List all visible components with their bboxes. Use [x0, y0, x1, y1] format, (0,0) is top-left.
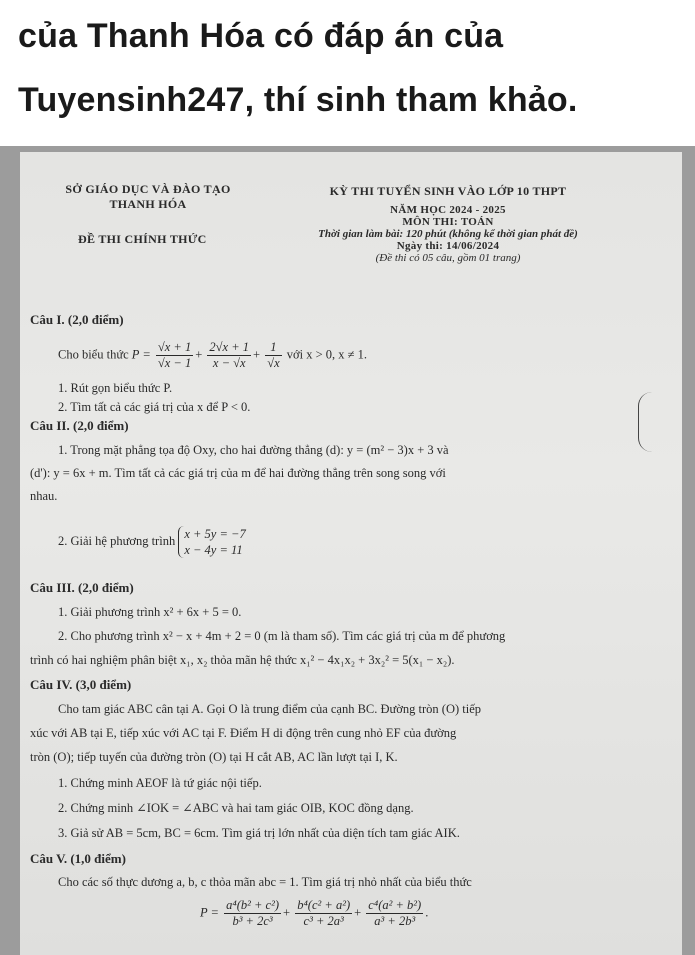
- q5-f2-num: b⁴(c² + a²): [297, 898, 351, 912]
- q1-fraction-1: [156, 340, 193, 371]
- exam-paper: [20, 152, 682, 955]
- q1-lhs: P =: [131, 347, 151, 362]
- header-left: [58, 182, 238, 212]
- q1-f3-den: √x: [267, 356, 280, 370]
- q1-f2-den: x − √x: [212, 356, 246, 370]
- q5-title: Câu V. (1,0 điểm): [30, 851, 126, 866]
- org-name: SỞ GIÁO DỤC VÀ ĐÀO TẠO: [65, 182, 231, 196]
- q4-item-1: 1. Chứng minh AEOF là tứ giác nội tiếp.: [58, 776, 262, 790]
- q2-item-1-line-3: nhau.: [30, 489, 58, 503]
- q1-f1-num: √x + 1: [157, 340, 192, 354]
- exam-subject: MÔN THI: TOÁN: [402, 216, 494, 228]
- q2-item-1-line-1: 1. Trong mặt phẳng tọa độ Oxy, cho hai đường thẳng (d): y = (m² − 3)x + 3 và: [58, 443, 449, 457]
- q4-line-3: tròn (O); tiếp tuyến của đường tròn (O) tại H cắt AB, AC lần lượt tại I, K.: [30, 750, 398, 764]
- q3-item-2-line-1: 2. Cho phương trình x² − x + 4m + 2 = 0 (m là tham số). Tìm các giá trị của m để phương: [58, 629, 506, 643]
- q4-item-3: 3. Giả sử AB = 5cm, BC = 6cm. Tìm giá trị lớn nhất của diện tích tam giác AIK.: [58, 826, 460, 840]
- q5-fraction-2: [295, 898, 352, 929]
- q1-f2-num: 2√x + 1: [209, 340, 250, 354]
- header-right: [248, 184, 648, 264]
- q5-f3-num: c⁴(a² + b²): [368, 898, 422, 912]
- exam-note: (Đề thi có 05 câu, gồm 01 trang): [375, 252, 521, 264]
- caption: [18, 4, 678, 132]
- q4-line-2: xúc với AB tại E, tiếp xúc với AC tại F. Điểm H di động trên cung nhỏ EF của đường: [30, 726, 457, 740]
- q1-fraction-2: [207, 340, 251, 371]
- q2-title: Câu II. (2,0 điểm): [30, 418, 129, 433]
- exam-year: NĂM HỌC 2024 - 2025: [390, 204, 506, 216]
- q3-item-2-line-2: trình có hai nghiệm phân biệt x₁, x₂ thỏa mãn hệ thức x₁² − 4x₁x₂ + 3x₂² = 5(x₁ − x₂).: [30, 653, 455, 667]
- q5-lhs: P =: [200, 905, 219, 920]
- q1-expression: Cho biểu thức P = $\frac{√x + 1}{√x - 1}$ + $\frac{2√x + 1}{x - √x}$ + $\frac{1}{√x}$ với x > 0, x ≠ 1.: [58, 340, 367, 370]
- exam-title: KỲ THI TUYỂN SINH VÀO LỚP 10 THPT: [329, 184, 567, 198]
- q4-line-1: Cho tam giác ABC cân tại A. Gọi O là trung điểm của cạnh BC. Đường tròn (O) tiếp: [58, 702, 482, 716]
- q2-item-2: [58, 526, 246, 558]
- caption-line-2: Tuyensinh247, thí sinh tham khảo.: [18, 81, 578, 119]
- q1-intro: Cho biểu thức: [58, 347, 129, 362]
- q3-item-1: 1. Giải phương trình x² + 6x + 5 = 0.: [58, 605, 242, 619]
- q2-eq-2: x − 4y = 11: [184, 543, 243, 557]
- caption-line-1: của Thanh Hóa có đáp án của: [18, 17, 504, 55]
- q3-title: Câu III. (2,0 điểm): [30, 580, 134, 595]
- q5-f1-den: b³ + 2c³: [232, 914, 273, 928]
- q5-f3-den: a³ + 2b³: [374, 914, 416, 928]
- q1-fraction-3: [265, 340, 281, 371]
- q5-fraction-1: [224, 898, 281, 929]
- handwritten-mark: [638, 392, 655, 452]
- q1-condition: với x > 0, x ≠ 1.: [286, 347, 367, 362]
- q5-fraction-3: [366, 898, 423, 929]
- exam-date: Ngày thi: 14/06/2024: [396, 240, 500, 252]
- q1-item-1: 1. Rút gọn biểu thức P.: [58, 381, 173, 395]
- q2-item-1-line-2: (d'): y = 6x + m. Tìm tất cả các giá trị của m để hai đường thẳng trên song song với: [30, 466, 446, 480]
- q2-system: [178, 526, 245, 558]
- q5-f2-den: c³ + 2a³: [303, 914, 344, 928]
- q4-item-2: 2. Chứng minh ∠IOK = ∠ABC và hai tam giác OIB, KOC đồng dạng.: [58, 801, 414, 815]
- q1-f3-num: 1: [265, 340, 281, 356]
- q5-line-1: Cho các số thực dương a, b, c thỏa mãn abc = 1. Tìm giá trị nhỏ nhất của biểu thức: [58, 875, 472, 889]
- q1-item-2: 2. Tìm tất cả các giá trị của x để P < 0.: [58, 400, 251, 414]
- q4-title: Câu IV. (3,0 điểm): [30, 677, 132, 692]
- q1-f1-den: √x − 1: [157, 356, 192, 370]
- q5-f1-num: a⁴(b² + c²): [226, 898, 280, 912]
- q1-title: Câu I. (2,0 điểm): [30, 312, 124, 327]
- org-province: THANH HÓA: [109, 197, 187, 211]
- q5-expression: P = $\frac{\text{a⁴(b² + c²)}}{\text{b³ + 2c³}}$ + $\frac{\text{b⁴(c² + a²)}}{\text{c³ + 2a³}}$ + $\frac{\text{c⁴(a² + b²)}}{\text{a³ + 2b³}}$ .: [200, 898, 429, 928]
- q2-eq-1: x + 5y = −7: [184, 527, 246, 541]
- official-label: ĐỀ THI CHÍNH THỨC: [78, 232, 207, 246]
- q2-item-2-intro: 2. Giải hệ phương trình: [58, 533, 176, 548]
- exam-time: Thời gian làm bài: 120 phút (không kể thời gian phát đề): [318, 228, 578, 240]
